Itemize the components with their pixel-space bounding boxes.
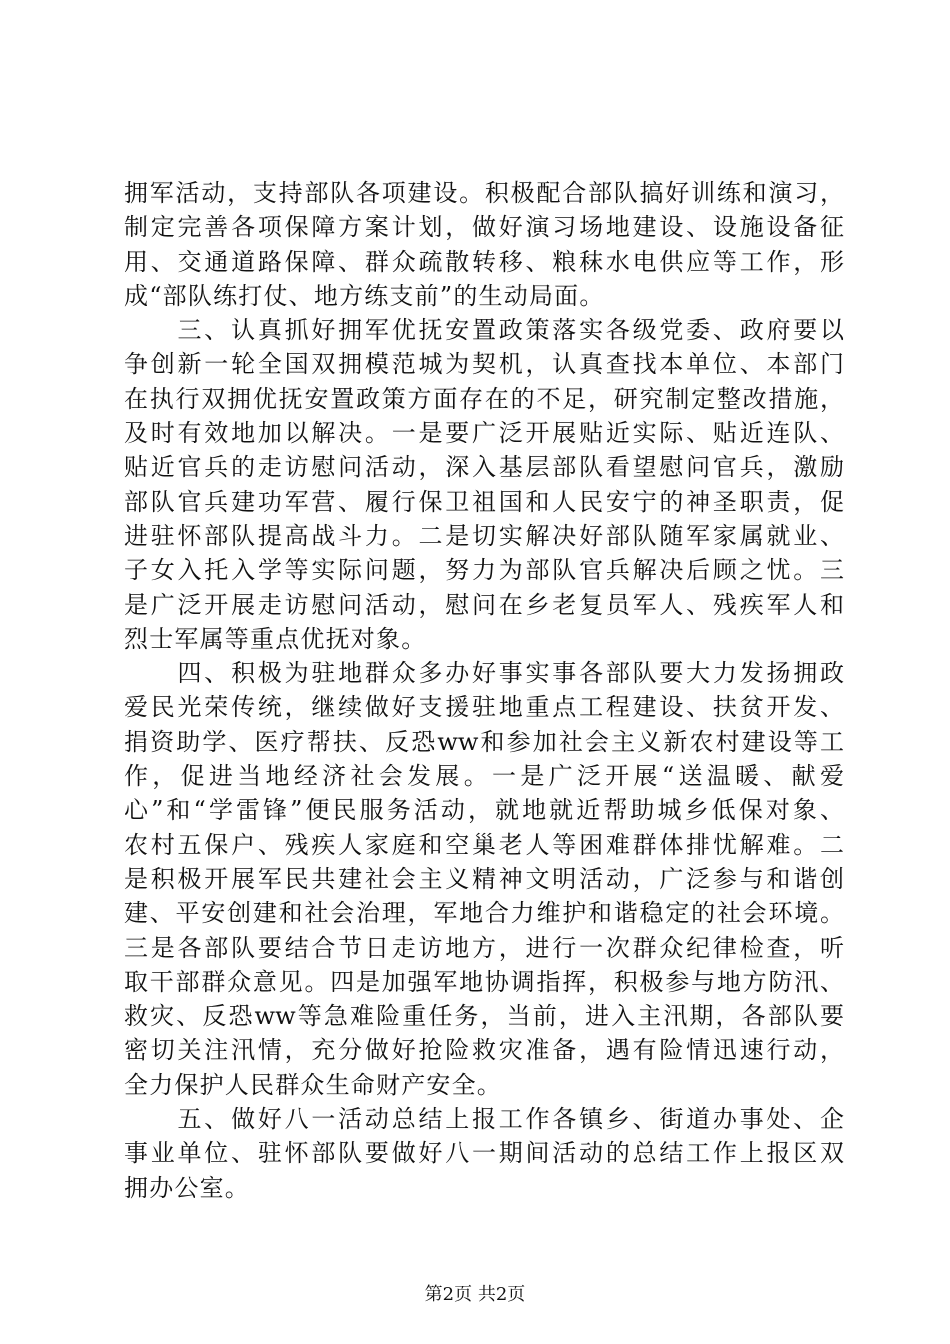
text-line: 成“部队练打仗、地方练支前”的生动局面。 [124,281,605,310]
text-line: 取干部群众意见。四是加强军地协调指挥，积极参与地方防汛、 [124,967,844,996]
text-line: 部队官兵建功军营、履行保卫祖国和人民安宁的神圣职责，促 [124,487,844,516]
text-line: 事业单位、驻怀部队要做好八一期间活动的总结工作上报区双 [124,1139,844,1168]
text-line: 及时有效地加以解决。一是要广泛开展贴近实际、贴近连队、 [124,419,844,448]
text-line: 爱民光荣传统，继续做好支援驻地重点工程建设、扶贫开发、 [124,693,844,722]
body-text [124,176,844,1205]
text-line: 争创新一轮全国双拥模范城为契机，认真查找本单位、本部门 [124,350,844,379]
text-line: 进驻怀部队提高战斗力。二是切实解决好部队随军家属就业、 [124,521,844,550]
text-line: 三是各部队要结合节日走访地方，进行一次群众纪律检查，听 [124,933,844,962]
text-line: 全力保护人民群众生命财产安全。 [124,1070,502,1099]
text-line: 四、积极为驻地群众多办好事实事各部队要大力发扬拥政 [124,659,844,688]
text-line: 救灾、反恐ww等急难险重任务，当前，进入主汛期，各部队要 [124,1002,844,1031]
text-line: 烈士军属等重点优抚对象。 [124,624,427,653]
text-line: 拥军活动，支持部队各项建设。积极配合部队搞好训练和演习， [124,179,844,207]
text-line: 制定完善各项保障方案计划，做好演习场地建设、设施设备征 [124,213,844,242]
text-line: 农村五保户、残疾人家庭和空巢老人等困难群体排忧解难。二 [124,830,844,859]
page-footer: 第2页 共2页 [424,1284,526,1305]
text-line: 在执行双拥优抚安置政策方面存在的不足，研究制定整改措施， [124,384,844,413]
text-line: 作，促进当地经济社会发展。一是广泛开展“送温暖、献爱 [124,762,844,791]
text-line: 建、平安创建和社会治理，军地合力维护和谐稳定的社会环境。 [124,899,844,928]
text-line: 子女入托入学等实际问题，努力为部队官兵解决后顾之忧。三 [124,556,844,585]
text-line: 五、做好八一活动总结上报工作各镇乡、街道办事处、企 [124,1105,844,1134]
text-line: 心”和“学雷锋”便民服务活动，就地就近帮助城乡低保对象、 [124,796,844,825]
text-line: 贴近官兵的走访慰问活动，深入基层部队看望慰问官兵，激励 [124,453,844,482]
text-line: 用、交通道路保障、群众疏散转移、粮秣水电供应等工作，形 [124,247,844,276]
text-line: 捐资助学、医疗帮扶、反恐ww和参加社会主义新农村建设等工 [124,727,844,756]
text-line: 是广泛开展走访慰问活动，慰问在乡老复员军人、残疾军人和 [124,590,844,619]
text-line: 三、认真抓好拥军优抚安置政策落实各级党委、政府要以 [124,316,844,345]
text-line: 拥办公室。 [124,1173,250,1202]
text-line: 密切关注汛情，充分做好抢险救灾准备，遇有险情迅速行动， [124,1036,844,1065]
text-line: 是积极开展军民共建社会主义精神文明活动，广泛参与和谐创 [124,864,844,893]
